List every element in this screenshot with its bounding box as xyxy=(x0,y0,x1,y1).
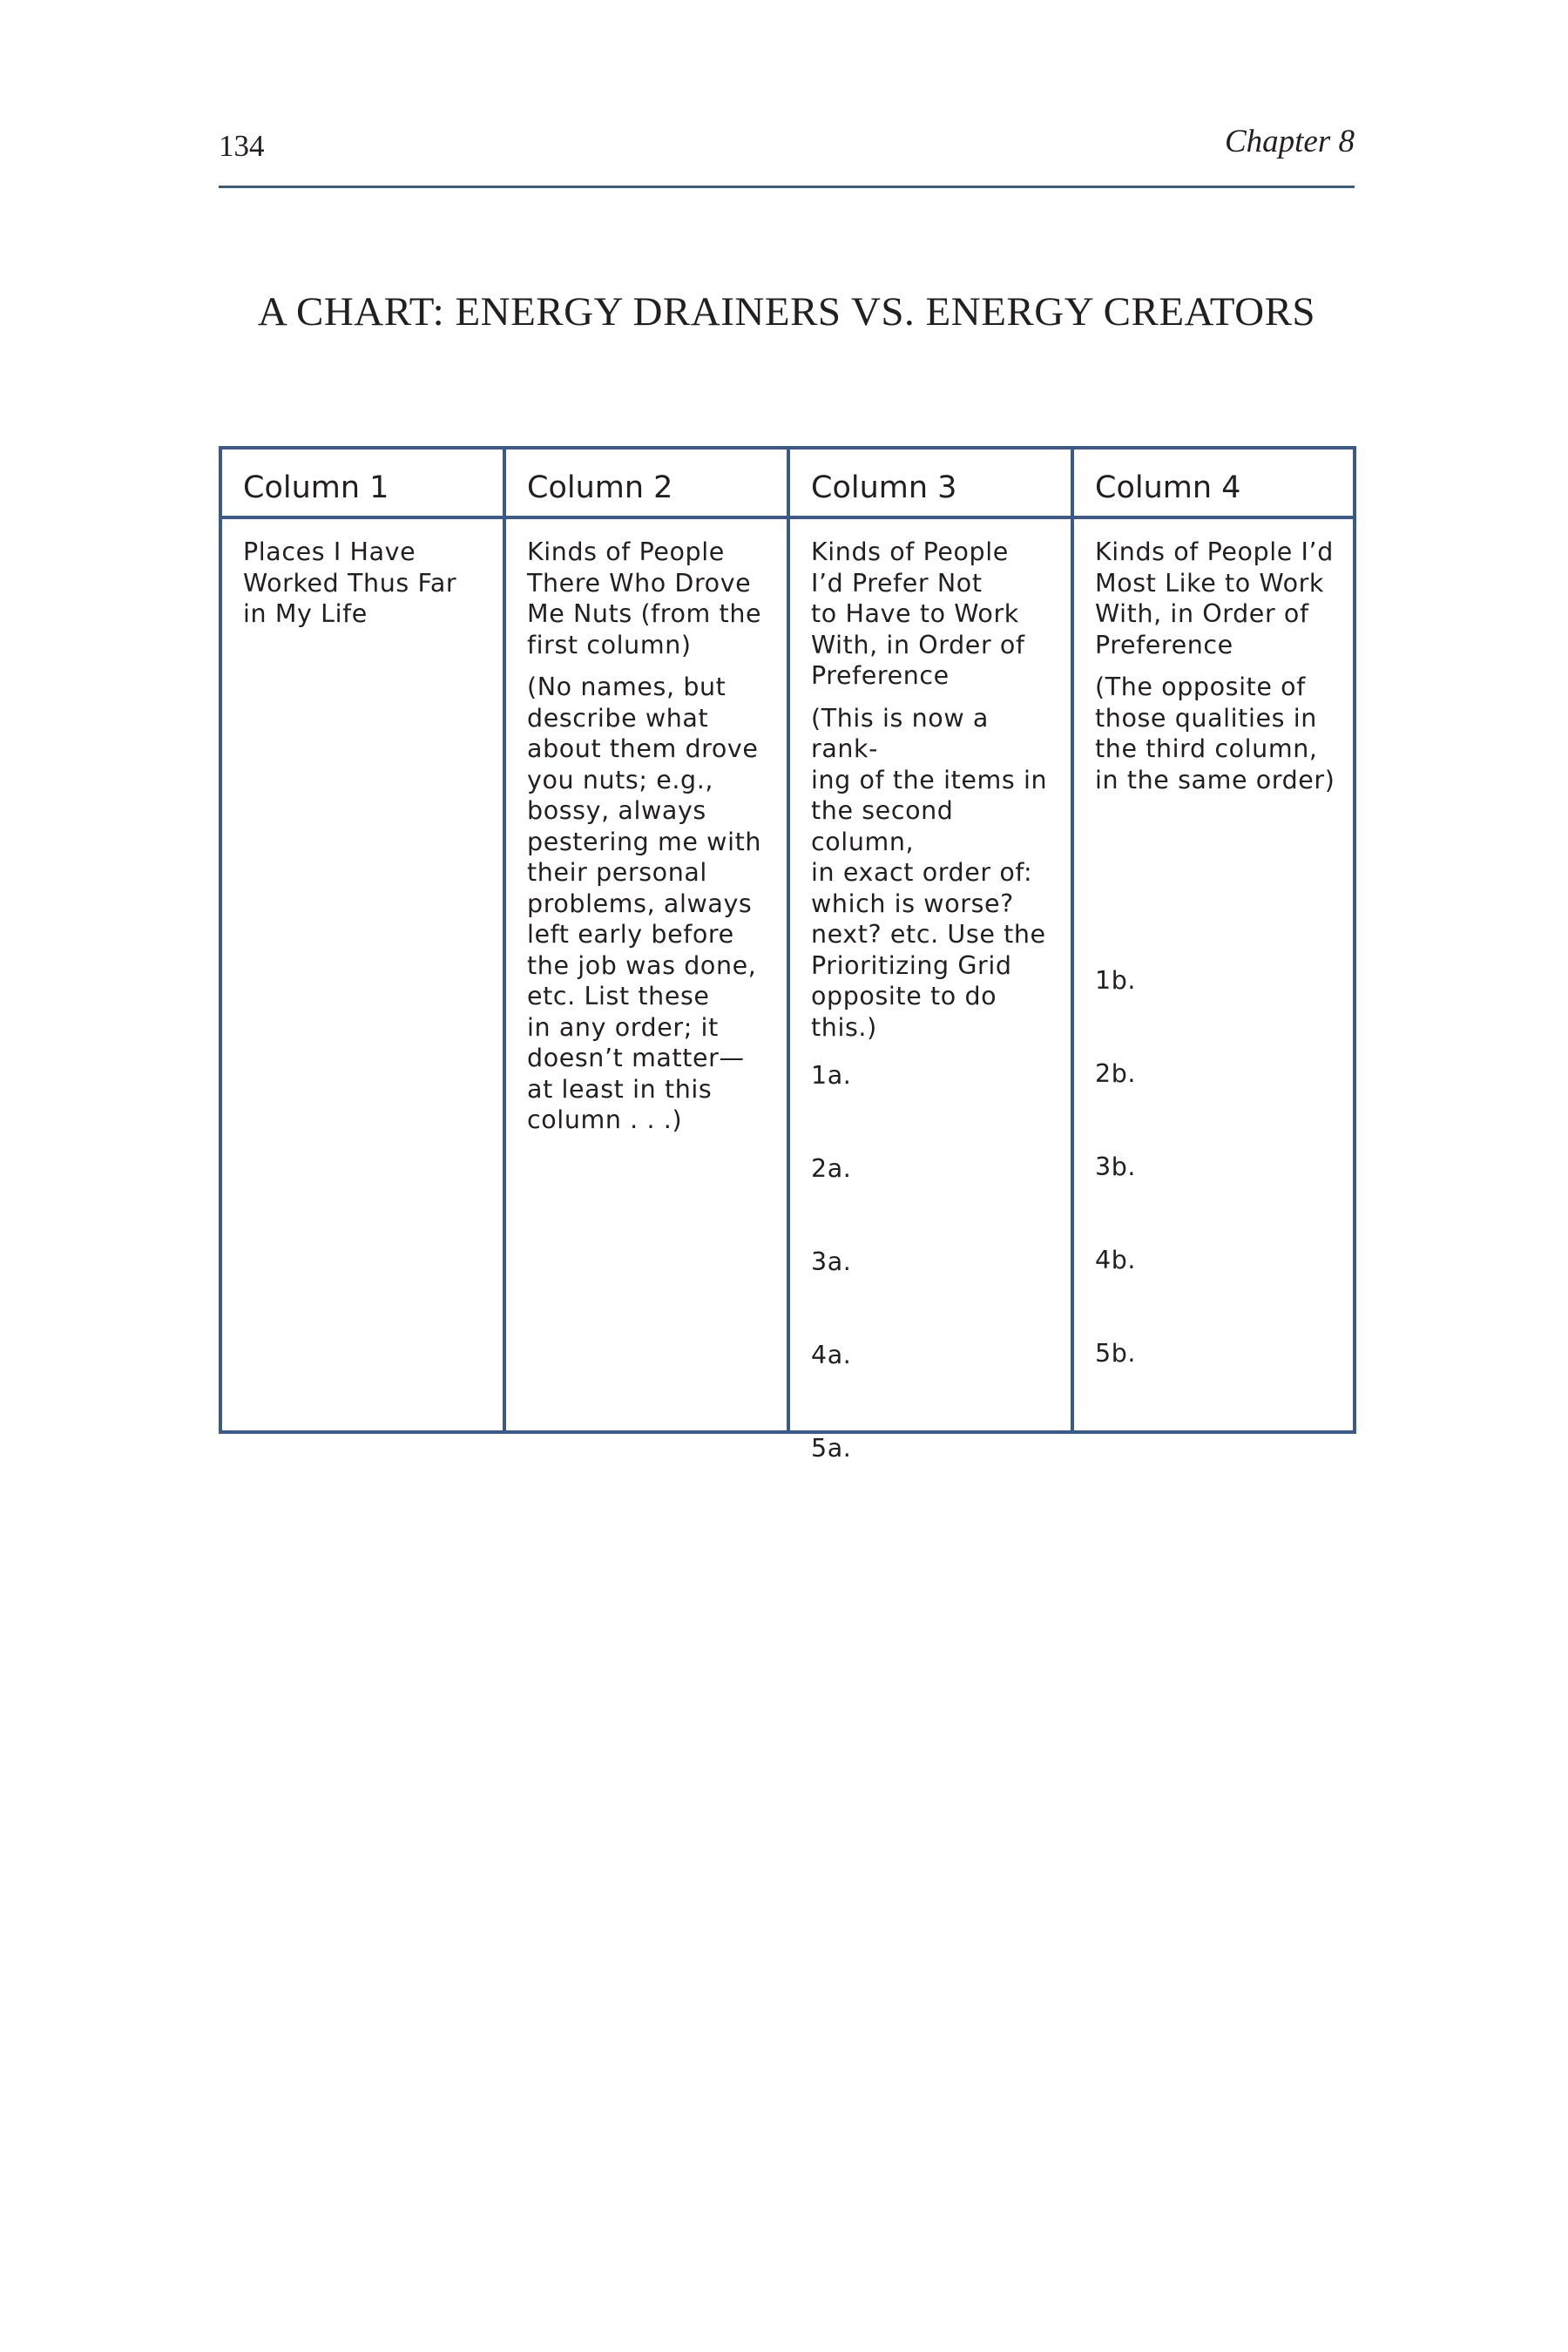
column-2-body xyxy=(506,519,790,1430)
rank-item-5a: 5a. xyxy=(811,1434,852,1463)
rank-item-5b: 5b. xyxy=(1095,1339,1137,1368)
rank-item-2a: 2a. xyxy=(811,1154,852,1183)
chart-title: A CHART: ENERGY DRAINERS VS. ENERGY CREATORS xyxy=(257,289,1316,335)
column-header-1: Column 1 xyxy=(222,449,506,519)
column-2-instructions: (No names, but describe what about them drove you nuts; e.g., bossy, always pestering me with their personal problems, always left early before the job was done, etc. List these in any order; it doesn’t matter— at least in this column . . .) xyxy=(527,672,762,1134)
column-header-4: Column 4 xyxy=(1074,449,1353,519)
rank-item-3a: 3a. xyxy=(811,1247,852,1276)
column-header-2: Column 2 xyxy=(506,449,790,519)
column-4-instructions: (The opposite of those qualities in the third column, in the same order) xyxy=(1095,672,1335,794)
running-head: Chapter 8 xyxy=(1224,124,1355,159)
rank-item-2b: 2b. xyxy=(1095,1059,1137,1088)
column-1-body xyxy=(222,519,506,1430)
column-4-body xyxy=(1074,519,1353,1430)
page-number: 134 xyxy=(219,129,265,163)
rank-item-1a: 1a. xyxy=(811,1061,852,1090)
header-rule xyxy=(219,186,1355,188)
column-3-rank-list xyxy=(811,1060,1060,1526)
column-2-description: Kinds of People There Who Drove Me Nuts (from the first column) xyxy=(527,537,762,659)
column-3-instructions: (This is now a rank- ing of the items in the second column, in exact order of: which is worse? next? etc. Use the Prioritizing Grid opposite to do this.) xyxy=(811,703,1048,1042)
column-header-3: Column 3 xyxy=(790,449,1074,519)
rank-item-3b: 3b. xyxy=(1095,1152,1137,1181)
column-4-rank-list xyxy=(1095,965,1342,1431)
column-1-description: Places I Have Worked Thus Far in My Life xyxy=(243,537,457,628)
column-3-description: Kinds of People I’d Prefer Not to Have to Work With, in Order of Preference xyxy=(811,537,1025,690)
energy-chart-table xyxy=(219,446,1356,1463)
column-4-description: Kinds of People I’d Most Like to Work With, in Order of Preference xyxy=(1095,537,1334,659)
rank-item-1b: 1b. xyxy=(1095,966,1137,995)
column-3-body xyxy=(790,519,1074,1463)
rank-item-4b: 4b. xyxy=(1095,1246,1137,1274)
rank-item-4a: 4a. xyxy=(811,1341,852,1369)
